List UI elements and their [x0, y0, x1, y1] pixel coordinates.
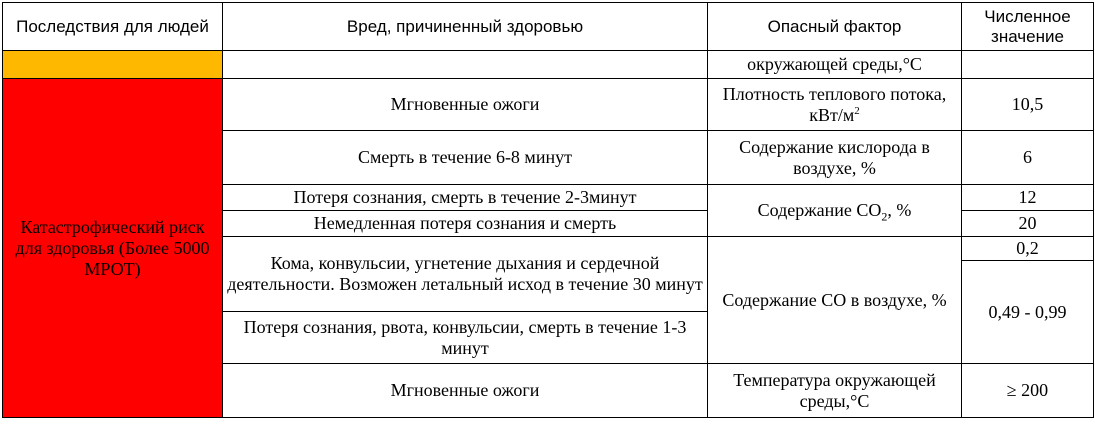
value-cell: 20 — [962, 211, 1094, 237]
harm-cell: Мгновенные ожоги — [223, 364, 708, 418]
factor-text: Содержание СО — [757, 200, 882, 220]
value-cell: 6 — [962, 131, 1094, 185]
harm-cell: Мгновенные ожоги — [223, 79, 708, 131]
factor-text: Плотность теплового потока, кВт/м — [722, 83, 947, 125]
risk-table — [2, 2, 1094, 418]
factor-cell: окружающей среды,°С — [708, 51, 962, 79]
factor-tail: , % — [887, 200, 912, 220]
value-cell: 10,5 — [962, 79, 1094, 131]
harm-cell: Кома, конвульсии, угнетение дыхания и сердечной деятельности. Возможен летальный исход в течение 30 минут — [223, 237, 708, 312]
subscript: 2 — [881, 209, 888, 224]
value-cell: ≥ 200 — [962, 364, 1094, 418]
header-value: Численное значение — [962, 3, 1094, 51]
table-row — [3, 79, 1094, 131]
header-harm: Вред, причиненный здоровью — [223, 3, 708, 51]
value-cell: 12 — [962, 185, 1094, 211]
value-cell-empty — [962, 51, 1094, 79]
table-row — [3, 51, 1094, 79]
orange-risk-cell — [3, 51, 223, 79]
factor-cell: Содержание кислорода в воздухе, % — [708, 131, 962, 185]
harm-cell: Немедленная потеря сознания и смерть — [223, 211, 708, 237]
factor-cell-co2 — [708, 185, 962, 237]
catastrophic-risk-cell: Катастрофический риск для здоровья (Более 5000 МРОТ) — [3, 79, 223, 418]
harm-cell: Потеря сознания, смерть в течение 2-3минут — [223, 185, 708, 211]
factor-cell-co: Содержание СО в воздухе, % — [708, 237, 962, 364]
harm-cell: Потеря сознания, рвота, конвульсии, смерть в течение 1-3 минут — [223, 312, 708, 364]
header-row — [3, 3, 1094, 51]
value-cell: 0,2 — [962, 237, 1094, 261]
factor-cell: Температура окружающей среды,°С — [708, 364, 962, 418]
factor-cell-heat-flux — [708, 79, 962, 131]
harm-cell: Смерть в течение 6-8 минут — [223, 131, 708, 185]
unit-superscript: 2 — [854, 104, 860, 117]
header-factor: Опасный фактор — [708, 3, 962, 51]
header-consequences: Последствия для людей — [3, 3, 223, 51]
value-cell-co-range: 0,49 - 0,99 — [962, 261, 1094, 364]
harm-cell-empty — [223, 51, 708, 79]
